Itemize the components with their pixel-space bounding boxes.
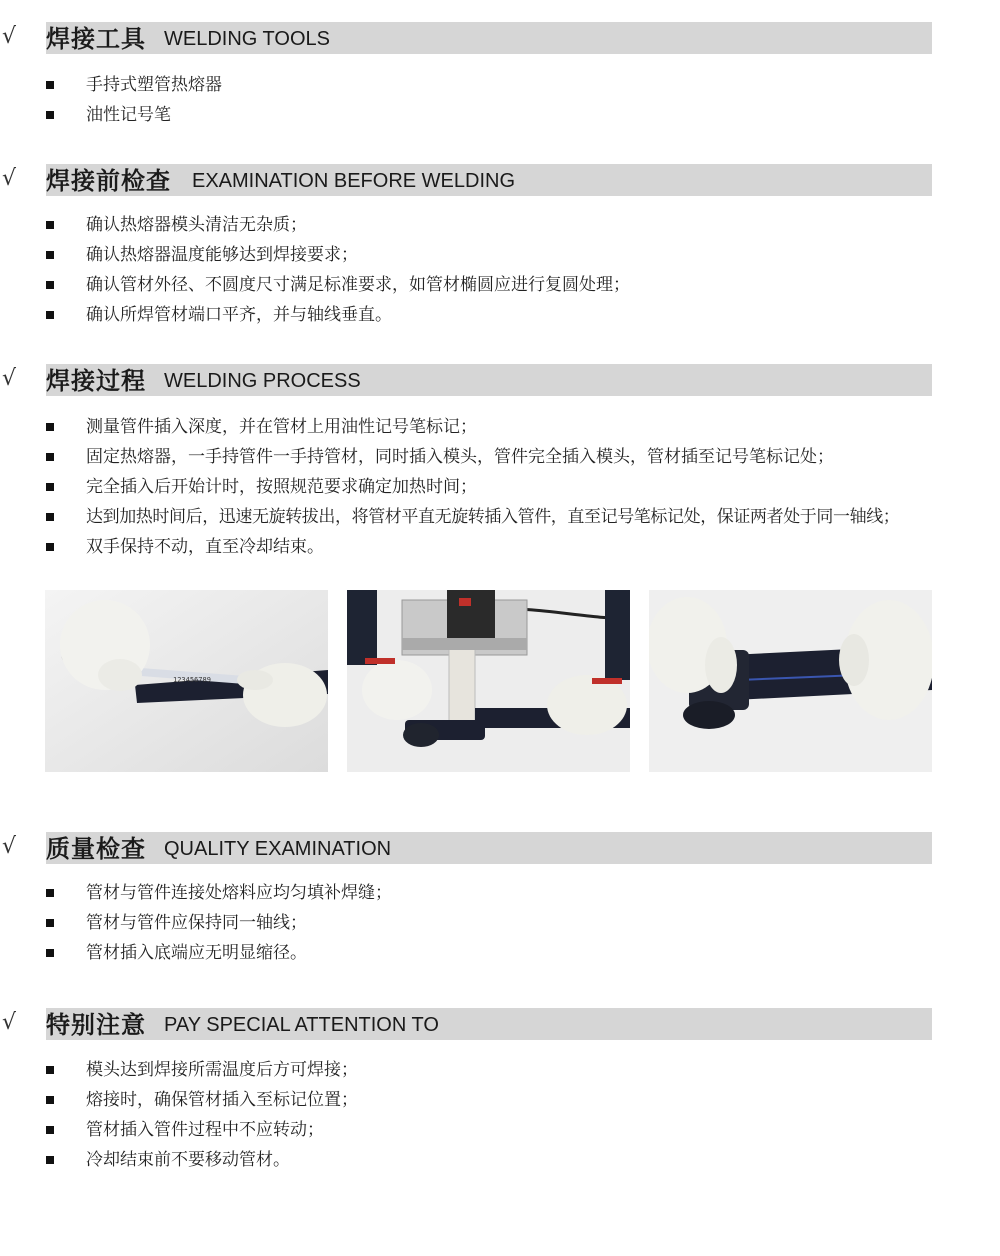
section-title-cn: 焊接过程 <box>46 367 146 395</box>
check-mark-icon: √ <box>2 366 17 391</box>
bullet-icon <box>46 919 54 927</box>
section-header <box>46 364 932 396</box>
bullet-icon <box>46 513 54 521</box>
section-title-cn: 焊接工具 <box>46 25 146 53</box>
section-title-cn: 特别注意 <box>46 1011 146 1039</box>
check-mark-icon: √ <box>2 834 17 859</box>
bullet-icon <box>46 949 54 957</box>
bullet-icon <box>46 221 54 229</box>
joining-pipe-fitting-photo <box>649 590 932 772</box>
bullet-icon <box>46 1126 54 1134</box>
section-title-en: PAY SPECIAL ATTENTION TO <box>164 1014 439 1036</box>
section-title-cn: 焊接前检查 <box>46 167 171 195</box>
bullet-icon <box>46 281 54 289</box>
section-header <box>46 164 932 196</box>
marking-pipe-photo <box>45 590 328 772</box>
bullet-icon <box>46 81 54 89</box>
section-header <box>46 22 932 54</box>
bullet-icon <box>46 889 54 897</box>
bullet-icon <box>46 111 54 119</box>
bullet-icon <box>46 1066 54 1074</box>
bullet-icon <box>46 543 54 551</box>
bullet-icon <box>46 311 54 319</box>
check-mark-icon: √ <box>2 1010 17 1035</box>
section-title-cn: 质量检查 <box>46 835 146 863</box>
section-header <box>46 832 932 864</box>
bullet-icon <box>46 453 54 461</box>
bullet-icon <box>46 1156 54 1164</box>
check-mark-icon: √ <box>2 24 17 49</box>
section-title-en: EXAMINATION BEFORE WELDING <box>192 170 515 192</box>
ruler-marks: 123456789 <box>173 676 211 684</box>
bullet-icon <box>46 423 54 431</box>
section-title-en: WELDING TOOLS <box>164 28 330 50</box>
bullet-icon <box>46 1096 54 1104</box>
section-title-en: WELDING PROCESS <box>164 370 361 392</box>
bullet-icon <box>46 483 54 491</box>
bullet-icon <box>46 251 54 259</box>
section-title-en: QUALITY EXAMINATION <box>164 838 392 860</box>
section-header <box>46 1008 932 1040</box>
heating-fusion-photo <box>347 590 630 772</box>
check-mark-icon: √ <box>2 166 17 191</box>
